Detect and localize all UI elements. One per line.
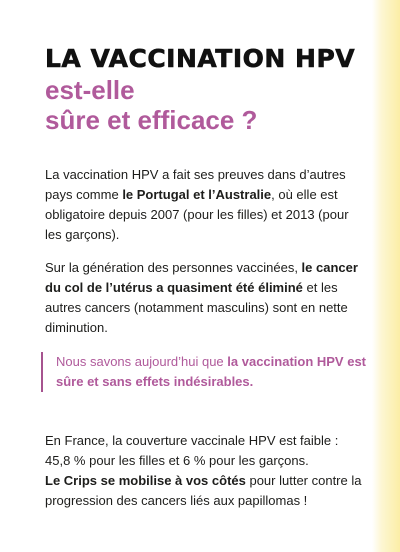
paragraph-2-text-a: Sur la génération des personnes vaccinées, [45, 260, 302, 275]
subhead-line-2: sûre et efficace ? [45, 105, 258, 135]
paragraph-couverture-france [45, 431, 365, 511]
subhead-line-1: est-elle [45, 75, 135, 105]
paragraph-2-text-b: et les autres cancers (notamment masculins) sont en nette diminution. [45, 280, 348, 335]
headline: LA VACCINATION HPV [45, 44, 356, 73]
paragraph-portugal-australie [45, 165, 365, 245]
article [45, 42, 367, 508]
quote-text: Nous savons aujourd’hui que [56, 354, 228, 369]
highlight-quote [41, 352, 372, 392]
paragraph-3-text-b: pour lutter contre la progression des cancers liés aux papillomas ! [45, 473, 362, 508]
yellow-edge-band [372, 0, 400, 552]
paragraph-2-bold: le cancer du col de l’utérus a quasiment été éliminé [45, 260, 358, 295]
paragraph-3-text-a: En France, la couverture vaccinale HPV est faible : 45,8 % pour les filles et 6 % pour les garçons. [45, 433, 339, 468]
subhead [45, 75, 365, 135]
quote-bold: la vaccination HPV est sûre et sans effets indésirables. [56, 354, 367, 389]
paragraph-generation-vaccinee [45, 258, 365, 338]
paragraph-1-bold: le Portugal et l’Australie [122, 187, 272, 202]
paragraph-3-bold: Le Crips se mobilise à vos côtés [45, 473, 246, 488]
paragraph-1-text-b: , où elle est obligatoire depuis 2007 (pour les filles) et 2013 (pour les garçons). [45, 187, 349, 242]
paragraph-1-text-a: La vaccination HPV a fait ses preuves dans d’autres pays comme [45, 167, 346, 202]
